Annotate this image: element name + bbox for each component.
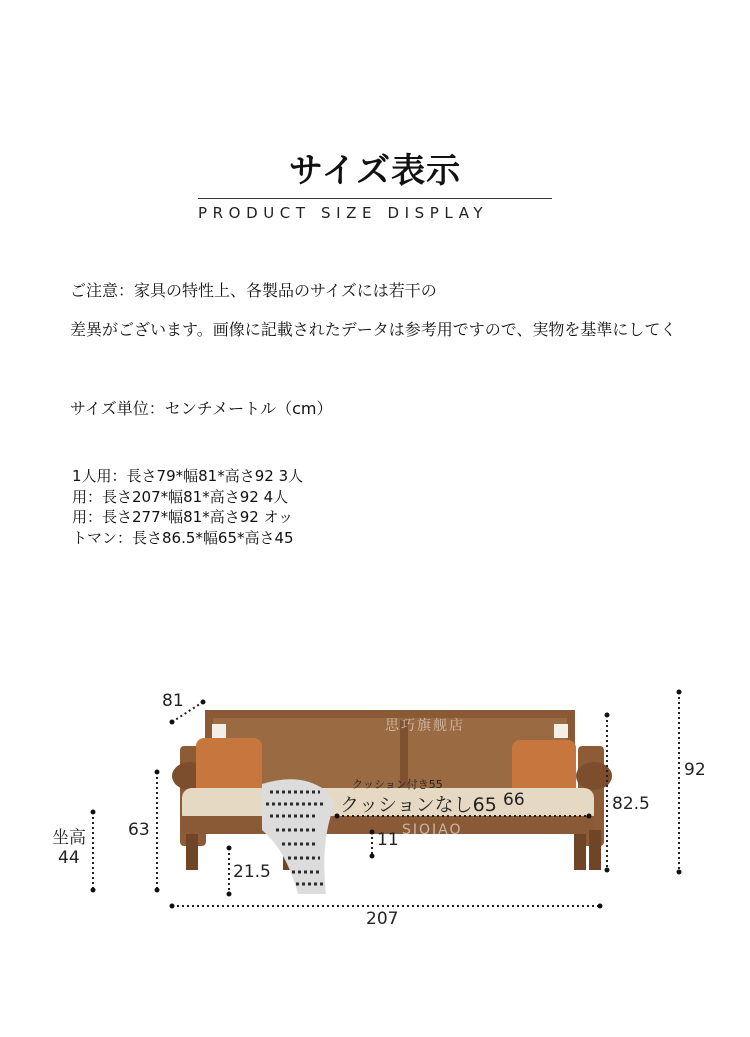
- page-title: サイズ表示: [288, 151, 462, 191]
- depth-label: 81: [162, 691, 184, 711]
- total-length-label: 207: [366, 909, 399, 929]
- page-subtitle: PRODUCT SIZE DISPLAY: [198, 204, 489, 222]
- total-height-label: 92: [684, 760, 706, 780]
- notice-line-1: ご注意：家具の特性上、各製品のサイズには若干の: [70, 281, 437, 300]
- arm-height-label: 63: [128, 820, 150, 840]
- sofa-leg: [589, 830, 601, 870]
- cushion-with-label: クッション付き55: [352, 778, 443, 791]
- throw-blanket: [262, 779, 335, 894]
- cushion-without-label: クッションなし65: [340, 794, 497, 816]
- seat-height-label: 44: [58, 848, 80, 868]
- right-pillow: [512, 740, 576, 796]
- seat-height-caption: 坐高: [52, 828, 86, 848]
- notice-line-2: 差異がございます。画像に記載されたデータは参考用ですので、実物を基準にしてく: [70, 320, 677, 339]
- watermark-bottom: 思巧旗舰店: [396, 841, 476, 857]
- seat-width-label: 66: [503, 790, 525, 810]
- watermark-mid: SIQIAO: [402, 822, 463, 838]
- sofa-dimension-diagram: [0, 680, 750, 940]
- sofa-leg: [186, 834, 198, 870]
- spec-text: 1人用：長さ79*幅81*高さ92 3人用：長さ207*幅81*高さ92 4人用：長さ277*幅81*高さ92 オットマン：長さ86.5*幅65*高さ45: [72, 467, 304, 547]
- cushion-thickness-label: 11: [377, 830, 399, 850]
- leg-height-label: 21.5: [233, 862, 271, 882]
- size-unit-label: サイズ単位：センチメートル（cm）: [70, 399, 333, 418]
- back-height-label: 82.5: [612, 794, 650, 814]
- sofa-leg: [574, 834, 586, 870]
- left-pillow: [196, 738, 262, 794]
- title-divider: [198, 198, 552, 199]
- watermark-top: 思巧旗舰店: [385, 718, 465, 734]
